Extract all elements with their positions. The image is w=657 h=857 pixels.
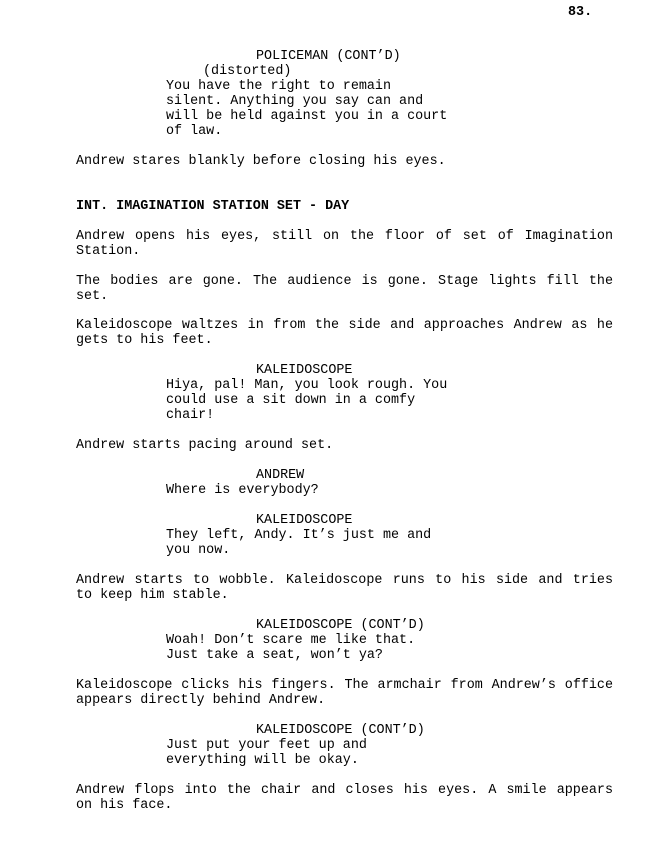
character-name: POLICEMAN (CONT’D) [256, 49, 401, 64]
page-number: 83. [568, 5, 593, 20]
dialogue-line: of law. [166, 124, 223, 139]
dialogue-line: They left, Andy. It’s just me and [166, 528, 432, 543]
character-name: KALEIDOSCOPE [256, 513, 353, 528]
action-paragraph: Andrew opens his eyes, still on the floor of set of Imagination Station. [76, 229, 613, 259]
action-paragraph: Andrew flops into the chair and closes his eyes. A smile appears on his face. [76, 783, 613, 813]
action-paragraph: Andrew starts to wobble. Kaleidoscope runs to his side and tries to keep him stable. [76, 573, 613, 603]
character-name: KALEIDOSCOPE (CONT’D) [256, 723, 425, 738]
scene-heading: INT. IMAGINATION STATION SET - DAY [76, 199, 350, 214]
dialogue-line: Where is everybody? [166, 483, 319, 498]
dialogue-line: could use a sit down in a comfy [166, 393, 416, 408]
character-name: ANDREW [256, 468, 305, 483]
dialogue-line: you now. [166, 543, 231, 558]
dialogue-line: Just take a seat, won’t ya? [166, 648, 383, 663]
action-line: Andrew starts pacing around set. [76, 438, 334, 453]
action-paragraph: Kaleidoscope clicks his fingers. The armchair from Andrew’s office appears directly behind Andrew. [76, 678, 613, 708]
dialogue-line: silent. Anything you say can and [166, 94, 424, 109]
parenthetical: (distorted) [203, 64, 292, 79]
dialogue-line: Just put your feet up and [166, 738, 367, 753]
dialogue-line: everything will be okay. [166, 753, 359, 768]
dialogue-line: You have the right to remain [166, 79, 391, 94]
dialogue-line: will be held against you in a court [166, 109, 448, 124]
dialogue-line: Woah! Don’t scare me like that. [166, 633, 416, 648]
character-name: KALEIDOSCOPE (CONT’D) [256, 618, 425, 633]
character-name: KALEIDOSCOPE [256, 363, 353, 378]
action-paragraph: Kaleidoscope waltzes in from the side and approaches Andrew as he gets to his feet. [76, 318, 613, 348]
action-line: Andrew stares blankly before closing his eyes. [76, 154, 446, 169]
dialogue-line: chair! [166, 408, 215, 423]
action-paragraph: The bodies are gone. The audience is gone. Stage lights fill the set. [76, 274, 613, 304]
dialogue-line: Hiya, pal! Man, you look rough. You [166, 378, 448, 393]
